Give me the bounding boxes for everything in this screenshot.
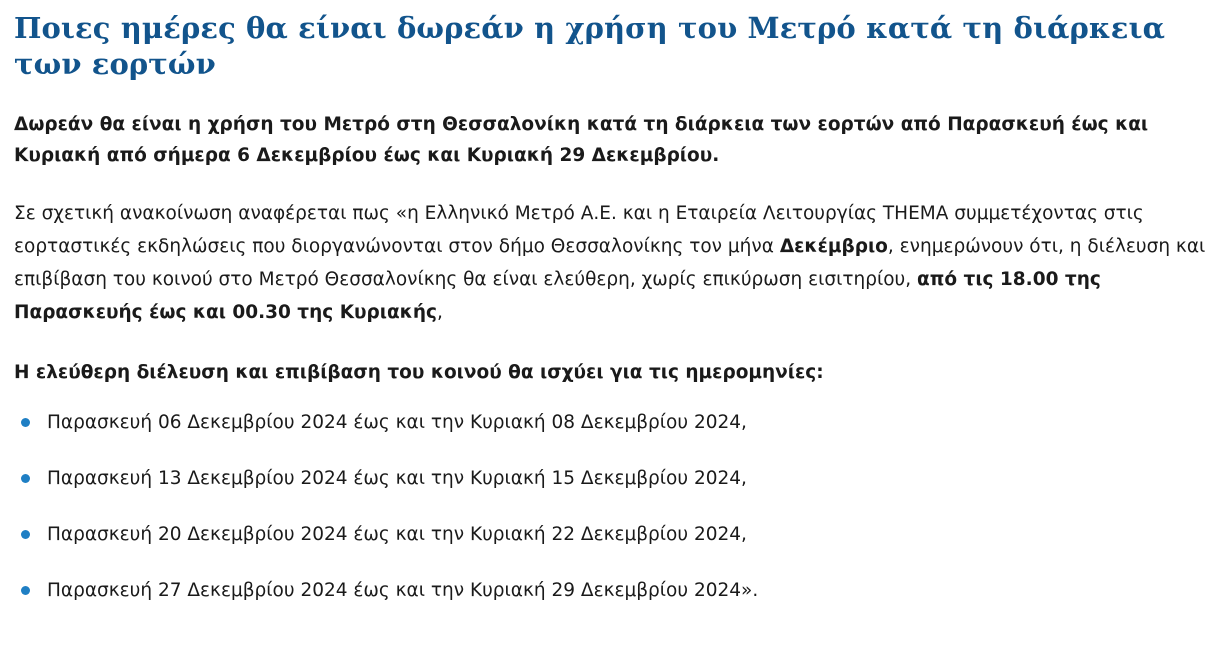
paragraph-text-part-1: Σε σχετική ανακοίνωση αναφέρεται πως «η Ελληνικό Μετρό Α.Ε. και η Εταιρεία Λειτουργίας ΤΗΕΜΑ συμμετέχοντας στις εορταστικές εκδηλώσεις που διοργανώνονται στον δήμο Θεσσαλονίκης τον μήνα (14, 203, 1144, 258)
list-item (14, 409, 1216, 437)
list-item (14, 577, 1216, 605)
date-list (14, 409, 1216, 604)
paragraph-text-part-3: , (436, 301, 443, 323)
list-intro-text: Η ελεύθερη διέλευση και επιβίβαση του κοινού θα ισχύει για τις ημερομηνίες: (14, 361, 824, 383)
list-item (14, 521, 1216, 549)
list-item-label: Παρασκευή 06 Δεκεμβρίου 2024 έως και την Κυριακή 08 Δεκεμβρίου 2024, (47, 412, 747, 434)
bullet-icon (21, 530, 30, 539)
bullet-icon (21, 586, 30, 595)
bullet-icon (21, 474, 30, 483)
list-item (14, 465, 1216, 493)
page-title: Ποιες ημέρες θα είναι δωρεάν η χρήση του Μετρό κατά τη διάρκεια των εορτών (14, 11, 1166, 82)
paragraph-bold-hours: από τις 18.00 της Παρασκευής έως και 00.30 της Κυριακής (14, 268, 1101, 323)
article-lead-paragraph: Δωρεάν θα είναι η χρήση του Μετρό στη Θεσσαλονίκη κατά τη διάρκεια των εορτών από Παρασκευή έως και Κυριακή από σήμερα 6 Δεκεμβρίου έως και Κυριακή 29 Δεκεμβρίου. (14, 113, 1149, 167)
paragraph-bold-month: Δεκέμβριο (779, 236, 888, 258)
bullet-icon (21, 418, 30, 427)
list-item-label: Παρασκευή 27 Δεκεμβρίου 2024 έως και την Κυριακή 29 Δεκεμβρίου 2024». (47, 579, 759, 601)
article-body-paragraph (14, 198, 1216, 330)
paragraph-text-part-2: , ενημερώνουν ότι, η διέλευση και επιβίβαση του κοινού στο Μετρό Θεσσαλονίκης θα είναι ελεύθερη, χωρίς επικύρωση εισιτηρίου, (14, 236, 1206, 290)
list-item-label: Παρασκευή 20 Δεκεμβρίου 2024 έως και την Κυριακή 22 Δεκεμβρίου 2024, (47, 523, 747, 545)
list-item-label: Παρασκευή 13 Δεκεμβρίου 2024 έως και την Κυριακή 15 Δεκεμβρίου 2024, (47, 468, 747, 490)
